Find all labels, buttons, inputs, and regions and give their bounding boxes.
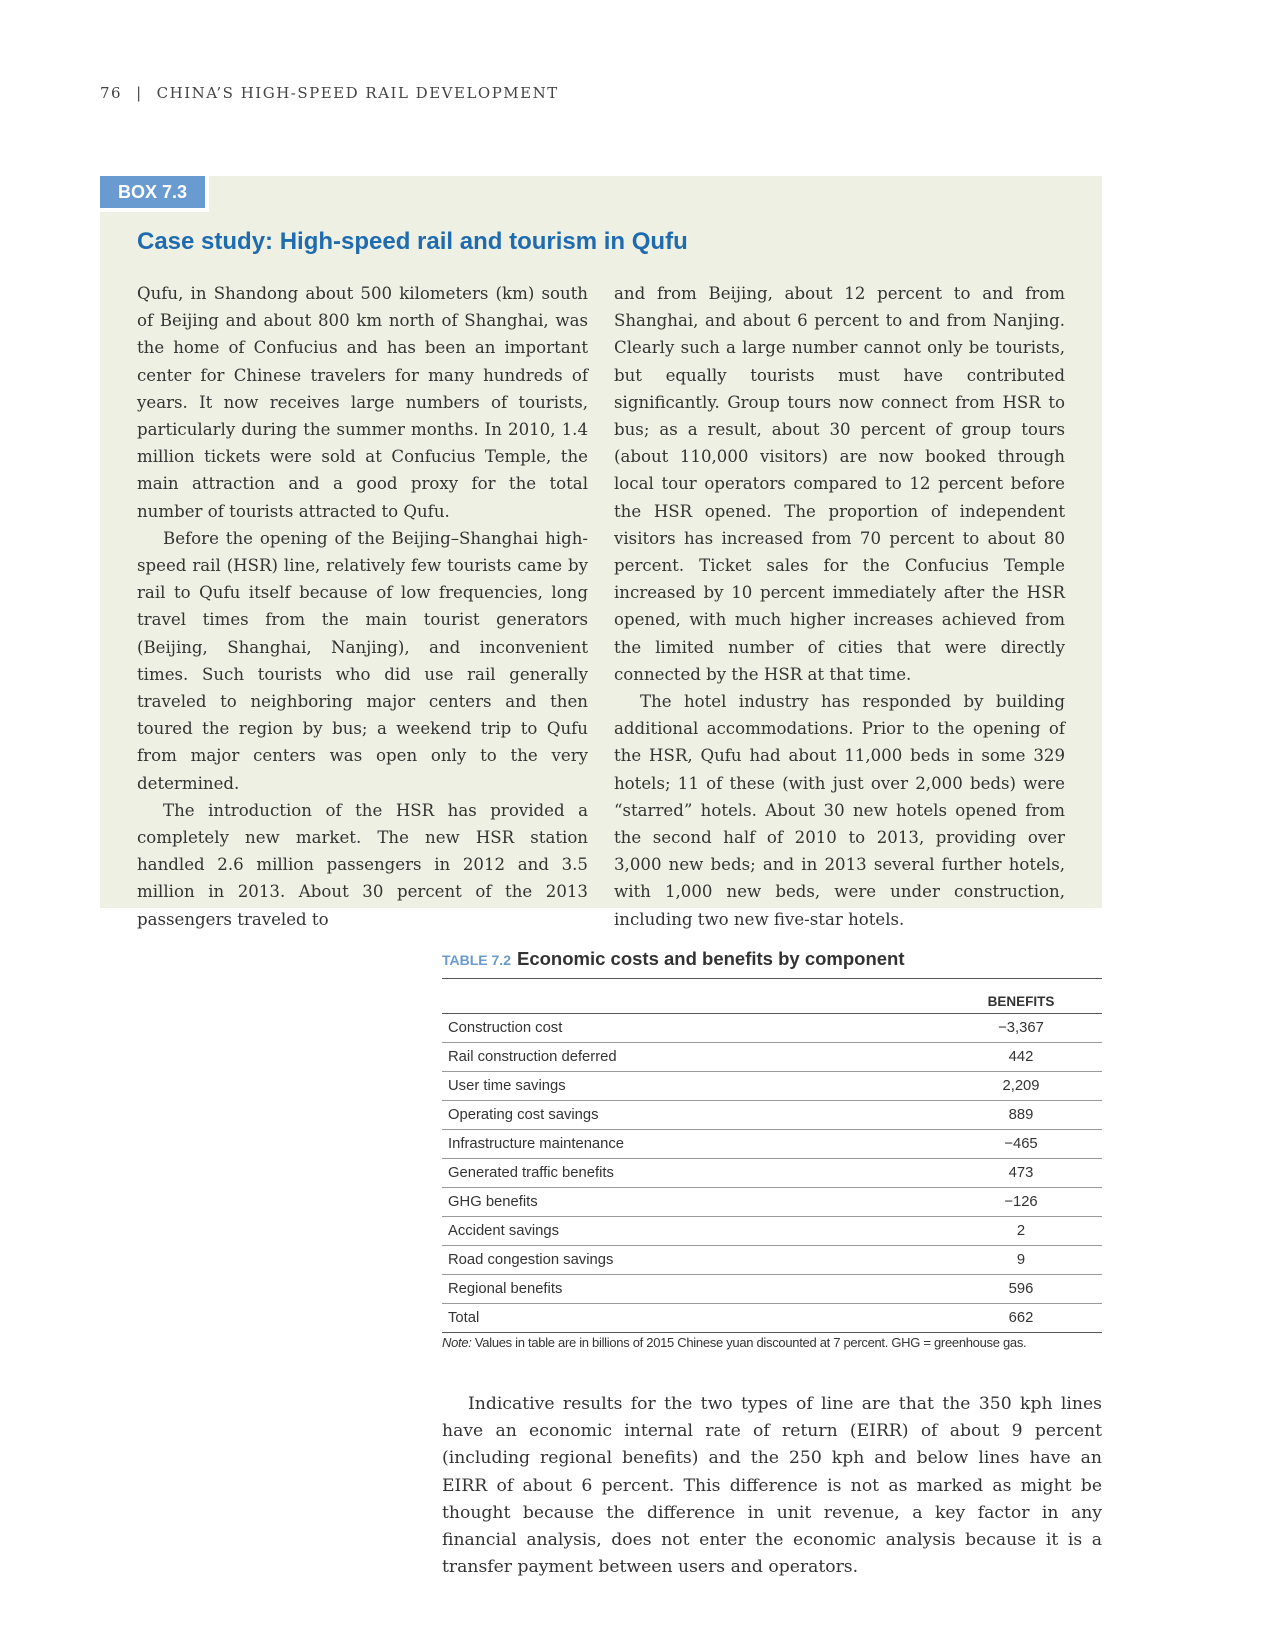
component-cell: Generated traffic benefits bbox=[442, 1159, 940, 1188]
box-paragraph: The introduction of the HSR has provided a completely new market. The new HSR station handled 2.6 million passengers in 2012 and 3.5 million in 2013. About 30 percent of the 2013 passengers traveled to bbox=[137, 800, 588, 929]
component-column-header bbox=[442, 979, 940, 1014]
table-note-label: Note: bbox=[442, 1335, 472, 1350]
value-cell: −465 bbox=[940, 1130, 1102, 1159]
component-cell: Road congestion savings bbox=[442, 1246, 940, 1275]
running-header bbox=[100, 84, 559, 102]
value-cell: −3,367 bbox=[940, 1014, 1102, 1043]
table-row bbox=[442, 1275, 1102, 1304]
running-title: CHINA’S HIGH-SPEED RAIL DEVELOPMENT bbox=[156, 84, 559, 102]
header-separator: | bbox=[136, 84, 143, 102]
box-paragraph: and from Beijing, about 12 percent to and from Shanghai, and about 6 percent to and from Nanjing. Clearly such a large number cannot only be tourists, but equally tourists must have contributed significantly. Group tours now connect from HSR to bus; as a result, about 30 percent of group tours (about 110,000 visitors) are now booked through local tour operators compared to 12 percent before the HSR opened. The proportion of independent visitors has increased from 70 percent to about 80 percent. Ticket sales for the Confucius Temple increased by 10 percent immediately after the HSR opened, with much higher increases achieved from the limited number of cities that were directly connected by the HSR at that time. bbox=[614, 284, 1065, 684]
value-cell: 889 bbox=[940, 1101, 1102, 1130]
table-row bbox=[442, 1014, 1102, 1043]
component-cell: Construction cost bbox=[442, 1014, 940, 1043]
table-note-text: Values in table are in billions of 2015 Chinese yuan discounted at 7 percent. GHG = greenhouse gas. bbox=[474, 1335, 1027, 1350]
value-cell: 9 bbox=[940, 1246, 1102, 1275]
value-cell: −126 bbox=[940, 1188, 1102, 1217]
body-paragraph: Indicative results for the two types of line are that the 350 kph lines have an economic internal rate of return (EIRR) of about 9 percent (including regional benefits) and the 250 kph and below lines have an EIRR of about 6 percent. This difference is not as marked as might be thought because the difference in unit revenue, a key factor in any financial analysis, does not enter the economic analysis because it is a transfer payment between users and operators. bbox=[442, 1394, 1102, 1578]
component-cell: Operating cost savings bbox=[442, 1101, 940, 1130]
table-row bbox=[442, 1043, 1102, 1072]
box-paragraph: Qufu, in Shandong about 500 kilometers (km) south of Beijing and about 800 km north of Shanghai, was the home of Confucius and has been an important center for Chinese travelers for many hundreds of years. It now receives large numbers of tourists, particularly during the summer months. In 2010, 1.4 million tickets were sold at Confucius Temple, the main attraction and a good proxy for the total number of tourists attracted to Qufu. bbox=[137, 284, 588, 521]
table-total-row bbox=[442, 1304, 1102, 1333]
box-paragraph: The hotel industry has responded by building additional accommodations. Prior to the opening of the HSR, Qufu had about 11,000 beds in some 329 hotels; 11 of these (with just over 2,000 beds) were “starred” hotels. About 30 new hotels opened from the second half of 2010 to 2013, providing over 3,000 new beds; and in 2013 several further hotels, with 1,000 new beds, were under construction, including two new five-star hotels. bbox=[614, 692, 1065, 929]
table-title: Economic costs and benefits by component bbox=[516, 948, 905, 969]
component-cell: Accident savings bbox=[442, 1217, 940, 1246]
table-caption bbox=[442, 948, 1102, 970]
table-row bbox=[442, 1246, 1102, 1275]
component-cell: Infrastructure maintenance bbox=[442, 1130, 940, 1159]
table-row bbox=[442, 1101, 1102, 1130]
component-cell: GHG benefits bbox=[442, 1188, 940, 1217]
box-label: BOX 7.3 bbox=[100, 176, 209, 212]
value-cell: 596 bbox=[940, 1275, 1102, 1304]
value-cell: 2,209 bbox=[940, 1072, 1102, 1101]
component-cell: User time savings bbox=[442, 1072, 940, 1101]
table-row bbox=[442, 1159, 1102, 1188]
box-right-column bbox=[614, 280, 1065, 933]
table-header-row bbox=[442, 979, 1102, 1014]
economic-costs-table bbox=[442, 978, 1102, 1333]
table-row bbox=[442, 1217, 1102, 1246]
table-note bbox=[442, 1335, 1112, 1350]
table-row bbox=[442, 1188, 1102, 1217]
benefits-column-header: BENEFITS bbox=[940, 979, 1102, 1014]
box-paragraph: Before the opening of the Beijing–Shanghai high-speed rail (HSR) line, relatively few tourists came by rail to Qufu itself because of low frequencies, long travel times from the main tourist generators (Beijing, Shanghai, Nanjing), and inconvenient times. Such tourists who did use rail generally traveled to neighboring major centers and then toured the region by bus; a weekend trip to Qufu from major centers was open only to the very determined. bbox=[137, 528, 588, 793]
component-cell: Regional benefits bbox=[442, 1275, 940, 1304]
value-cell: 662 bbox=[940, 1304, 1102, 1333]
box-left-column bbox=[137, 280, 588, 933]
component-cell: Total bbox=[442, 1304, 940, 1333]
component-cell: Rail construction deferred bbox=[442, 1043, 940, 1072]
table-label: TABLE 7.2 bbox=[442, 952, 511, 968]
value-cell: 442 bbox=[940, 1043, 1102, 1072]
box-title: Case study: High-speed rail and tourism in Qufu bbox=[137, 228, 688, 255]
table-row bbox=[442, 1072, 1102, 1101]
table-row bbox=[442, 1130, 1102, 1159]
value-cell: 2 bbox=[940, 1217, 1102, 1246]
value-cell: 473 bbox=[940, 1159, 1102, 1188]
page-number: 76 bbox=[100, 84, 123, 102]
case-study-box bbox=[100, 176, 1102, 929]
